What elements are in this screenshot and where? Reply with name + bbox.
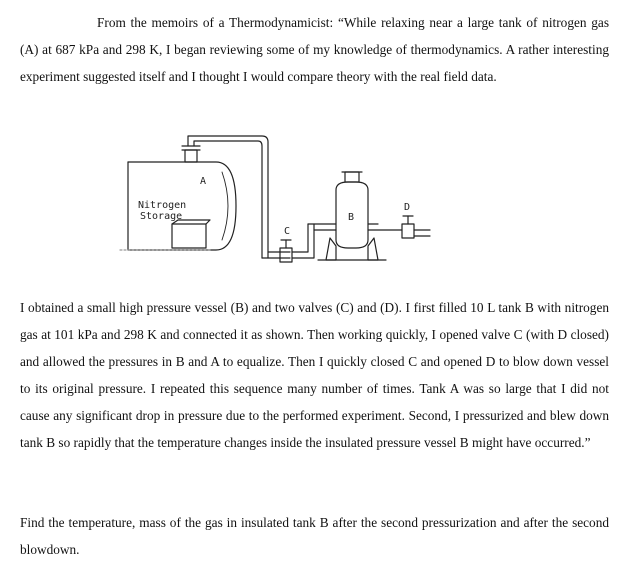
label-storage-line1: Nitrogen [138, 200, 187, 211]
label-storage-line2: Storage [140, 211, 183, 222]
pressure-vessel-b [308, 172, 386, 260]
body-paragraph: I obtained a small high pressure vessel (B) and two valves (C) and (D). I first filled 10 L tank B with nitrogen gas at 101 kPa and 298 K and connected it as shown. Then working quickly, I opened valve C (with D closed) and allowed the pressures in B and A to equalize. Then I quickly closed C and opened D to blow down vessel to its original pressure. I repeated this sequence many number of times. Tank A was so large that I did not cause any significant drop in pressure due to the performed experiment. Second, I pressurized and blew down tank B so rapidly that the temperature changes inside the insulated pressure vessel B might have occurred.” [20, 300, 609, 450]
label-d: D [404, 202, 411, 213]
question-paragraph: Find the temperature, mass of the gas in insulated tank B after the second pressurization and after the second blowdown. [20, 515, 609, 557]
apparatus-figure [112, 128, 444, 286]
label-b: B [348, 212, 355, 223]
tank-a-top-fitting [182, 146, 200, 162]
intro-paragraph: From the memoirs of a Thermodynamicist: “While relaxing near a large tank of nitrogen gas (A) at 687 kPa and 298 K, I began reviewing some of my knowledge of thermodynamics. A rather interesting experiment suggested itself and I thought I would compare theory with the real field data. [20, 15, 609, 84]
valve-d [368, 216, 430, 238]
label-a: A [200, 176, 207, 187]
label-c: C [284, 226, 291, 237]
